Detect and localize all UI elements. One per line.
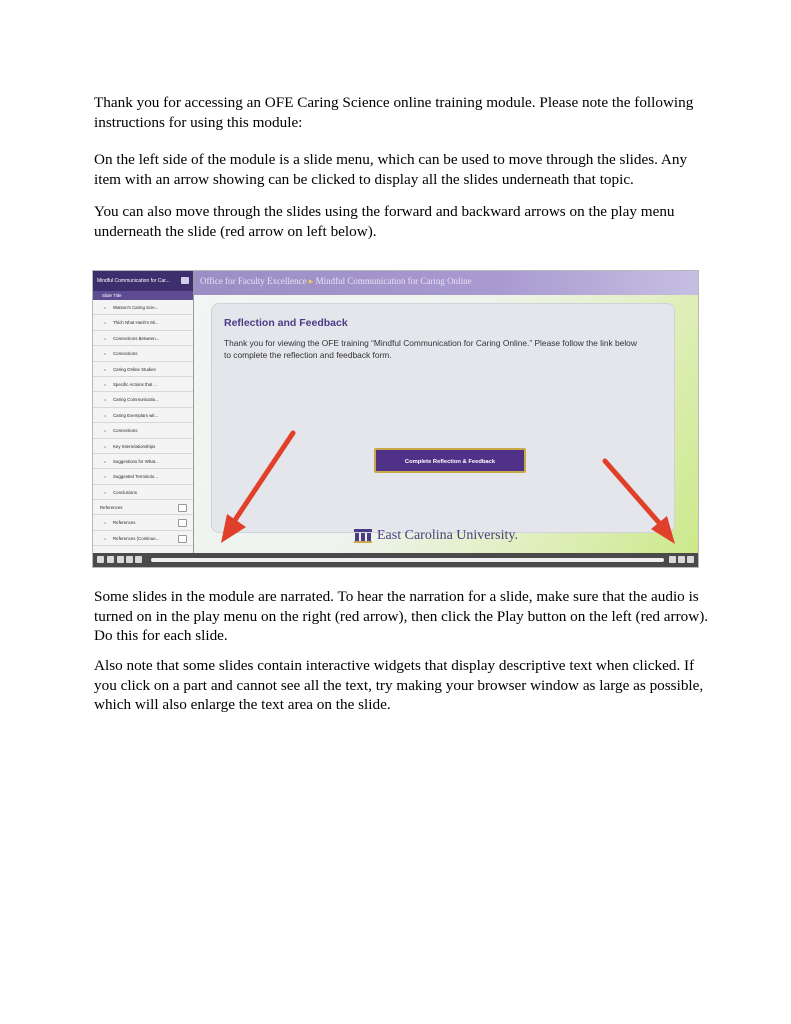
banner-separator: ▸: [308, 276, 314, 286]
slide-menu-item[interactable]: Thich Nhat Hanh's Mi...: [93, 315, 193, 330]
annotation-arrows: [93, 271, 699, 568]
slide-body: Thank you for viewing the OFE training “Mindful Communication for Caring Online.” Please follow the link below to complete the reflection and feedback form.: [224, 338, 637, 360]
slide-menu-item[interactable]: Caring Communicatio...: [93, 392, 193, 407]
narration-paragraph: Some slides in the module are narrated. To hear the narration for a slide, make sure that the audio is turned on in the play menu on the right (red arrow), then click the Play button on the left (red arrow). Do this for each slide.: [94, 588, 709, 644]
slide-menu-item[interactable]: Specific Actions that ...: [93, 377, 193, 392]
module-screenshot: [92, 270, 699, 568]
slide-menu-item[interactable]: Key Interrelationships: [93, 439, 193, 454]
slide-menu-item[interactable]: References: [93, 515, 193, 530]
slide-menu-group-references[interactable]: References: [93, 500, 193, 515]
left-red-arrow: [221, 433, 293, 543]
intro-paragraph: Thank you for accessing an OFE Caring Science online training module. Please note the following instructions for using this module:: [94, 94, 694, 131]
slide-menu-item[interactable]: Suggested Terminolo...: [93, 469, 193, 484]
slide-menu-item[interactable]: Caring Exemplars wit...: [93, 408, 193, 423]
right-red-arrow: [605, 461, 675, 544]
widgets-paragraph: Also note that some slides contain interactive widgets that display descriptive text when clicked. If you click on a part and cannot see all the text, try making your browser window as large as possible, which will also enlarge the text area on the slide.: [94, 657, 704, 713]
university-name: East Carolina University.: [377, 528, 519, 543]
slide-menu-item[interactable]: References (Continue...: [93, 531, 193, 546]
banner-course: Mindful Communication for Caring Online: [315, 276, 472, 286]
banner-org: Office for Faculty Excellence: [200, 276, 307, 286]
slide-menu-item[interactable]: Connections: [93, 423, 193, 438]
slide-title: Reflection and Feedback: [224, 317, 348, 329]
slide-menu-item[interactable]: Suggestions for What...: [93, 454, 193, 469]
slide-menu-item[interactable]: Connections: [93, 346, 193, 361]
slide-menu-paragraph: On the left side of the module is a slide menu, which can be used to move through the slides. Any item with an arrow showing can be clicked to display all the slides underneath that topic.: [94, 151, 688, 188]
complete-feedback-button[interactable]: Complete Reflection & Feedback: [374, 448, 526, 473]
slide-menu-item[interactable]: Watson's Caring Scie...: [93, 300, 193, 315]
slide-menu-title: Mindful Communication for Car...: [97, 278, 170, 284]
slide-menu-item[interactable]: Connections Between...: [93, 331, 193, 346]
arrows-paragraph: You can also move through the slides using the forward and backward arrows on the play menu underneath the slide (red arrow on left below).: [94, 203, 675, 240]
slide-menu-item[interactable]: Caring Online Studies: [93, 362, 193, 377]
slide-menu-item[interactable]: Conclusions: [93, 485, 193, 500]
slide-menu-subheader: Slide Title: [93, 291, 193, 300]
